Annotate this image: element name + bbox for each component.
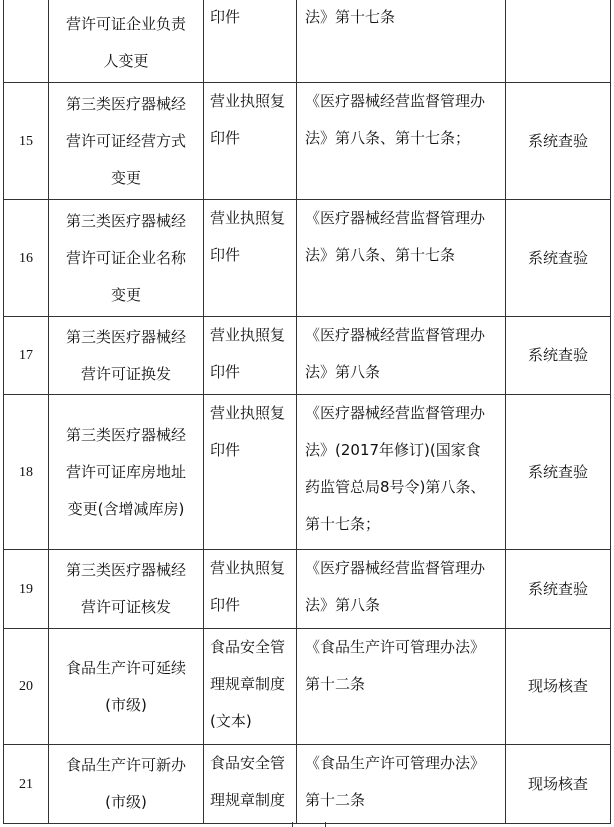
- table-row: [4, 0, 611, 83]
- verify-method: 系统查验: [527, 131, 588, 150]
- verify-method-cell: [506, 550, 611, 629]
- item-name-cell: [49, 550, 204, 629]
- material-text: 印件: [210, 8, 241, 26]
- material-cell: [204, 317, 297, 395]
- table-row: [4, 83, 611, 200]
- material-text: 营业执照复 印件: [210, 404, 286, 459]
- row-number-cell: [4, 0, 49, 83]
- material-cell: [204, 745, 297, 824]
- table-row: [4, 550, 611, 629]
- row-number: 18: [19, 464, 33, 480]
- verify-method-cell: [506, 200, 611, 317]
- verify-method-cell: [506, 629, 611, 745]
- verify-method-cell: [506, 745, 611, 824]
- material-cell: [204, 200, 297, 317]
- row-number: 19: [19, 581, 33, 597]
- item-name: 第三类医疗器械经 营许可证换发: [65, 327, 186, 383]
- row-number-cell: [4, 200, 49, 317]
- item-name-cell: [49, 745, 204, 824]
- material-text: 食品安全管 理规章制度: [210, 754, 286, 809]
- legal-basis-cell: [297, 83, 506, 200]
- row-number-cell: [4, 395, 49, 550]
- legal-basis-text: 法》第十七条: [305, 8, 396, 26]
- legal-basis-cell: [297, 200, 506, 317]
- item-name: 食品生产许可新办 (市级): [65, 756, 186, 811]
- legal-basis-text: 《医疗器械经营监督管理办 法》(2017年修订)(国家食 药监管总局8号令)第八条、 第十七条；: [305, 404, 486, 533]
- verify-method: 系统查验: [527, 346, 588, 364]
- legal-basis-text: 《医疗器械经营监督管理办 法》第八条、第十七条；: [305, 92, 486, 147]
- legal-basis-cell: [297, 550, 506, 629]
- item-name: 第三类医疗器械经 营许可证库房地址 变更(含增减库房): [65, 425, 186, 518]
- verify-method-cell: [506, 83, 611, 200]
- table-continuation-mark: [325, 822, 326, 827]
- material-text: 营业执照复 印件: [210, 559, 286, 614]
- material-cell: [204, 629, 297, 745]
- legal-basis-cell: [297, 395, 506, 550]
- item-name: 第三类医疗器械经 营许可证企业名称 变更: [65, 211, 186, 304]
- material-text: 营业执照复 印件: [210, 209, 286, 264]
- table-row: [4, 395, 611, 550]
- legal-basis-text: 《医疗器械经营监督管理办 法》第八条、第十七条: [305, 209, 486, 264]
- legal-basis-text: 《食品生产许可管理办法》 第十二条: [305, 638, 486, 693]
- row-number-cell: [4, 550, 49, 629]
- approval-items-table: [3, 0, 611, 824]
- item-name-cell: [49, 317, 204, 395]
- item-name-cell: [49, 83, 204, 200]
- table-row: [4, 745, 611, 824]
- material-text: 营业执照复 印件: [210, 326, 286, 381]
- row-number: 21: [19, 776, 33, 792]
- verify-method-cell: [506, 395, 611, 550]
- item-name: 第三类医疗器械经 营许可证经营方式 变更: [65, 94, 186, 187]
- verify-method: 系统查验: [527, 462, 588, 481]
- table-row: [4, 317, 611, 395]
- table-row: [4, 629, 611, 745]
- row-number-cell: [4, 317, 49, 395]
- material-cell: [204, 395, 297, 550]
- item-name-cell: [49, 395, 204, 550]
- table-row: [4, 200, 611, 317]
- legal-basis-cell: [297, 317, 506, 395]
- legal-basis-cell: [297, 0, 506, 83]
- material-cell: [204, 550, 297, 629]
- row-number: 17: [19, 348, 33, 363]
- legal-basis-text: 《食品生产许可管理办法》 第十二条: [305, 754, 486, 809]
- verify-method: 现场核查: [527, 774, 588, 793]
- material-text: 营业执照复 印件: [210, 92, 286, 147]
- verify-method: 现场核查: [527, 677, 588, 695]
- item-name: 食品生产许可延续 (市级): [65, 658, 186, 714]
- item-name: 营许可证企业负责 人变更: [65, 14, 186, 70]
- material-text: 食品安全管 理规章制度 (文本): [210, 638, 286, 730]
- legal-basis-cell: [297, 629, 506, 745]
- row-number-cell: [4, 629, 49, 745]
- legal-basis-text: 《医疗器械经营监督管理办 法》第八条: [305, 559, 486, 614]
- table-continuation-mark: [292, 822, 293, 827]
- row-number: 16: [19, 250, 33, 266]
- verify-method-cell: [506, 0, 611, 83]
- legal-basis-cell: [297, 745, 506, 824]
- legal-basis-text: 《医疗器械经营监督管理办 法》第八条: [305, 326, 486, 381]
- verify-method: 系统查验: [527, 248, 588, 267]
- row-number: 20: [19, 679, 33, 694]
- item-name: 第三类医疗器械经 营许可证核发: [65, 561, 186, 616]
- row-number-cell: [4, 745, 49, 824]
- row-number: 15: [19, 133, 33, 149]
- item-name-cell: [49, 0, 204, 83]
- material-cell: [204, 0, 297, 83]
- verify-method-cell: [506, 317, 611, 395]
- verify-method: 系统查验: [527, 579, 588, 598]
- material-cell: [204, 83, 297, 200]
- item-name-cell: [49, 200, 204, 317]
- row-number-cell: [4, 83, 49, 200]
- item-name-cell: [49, 629, 204, 745]
